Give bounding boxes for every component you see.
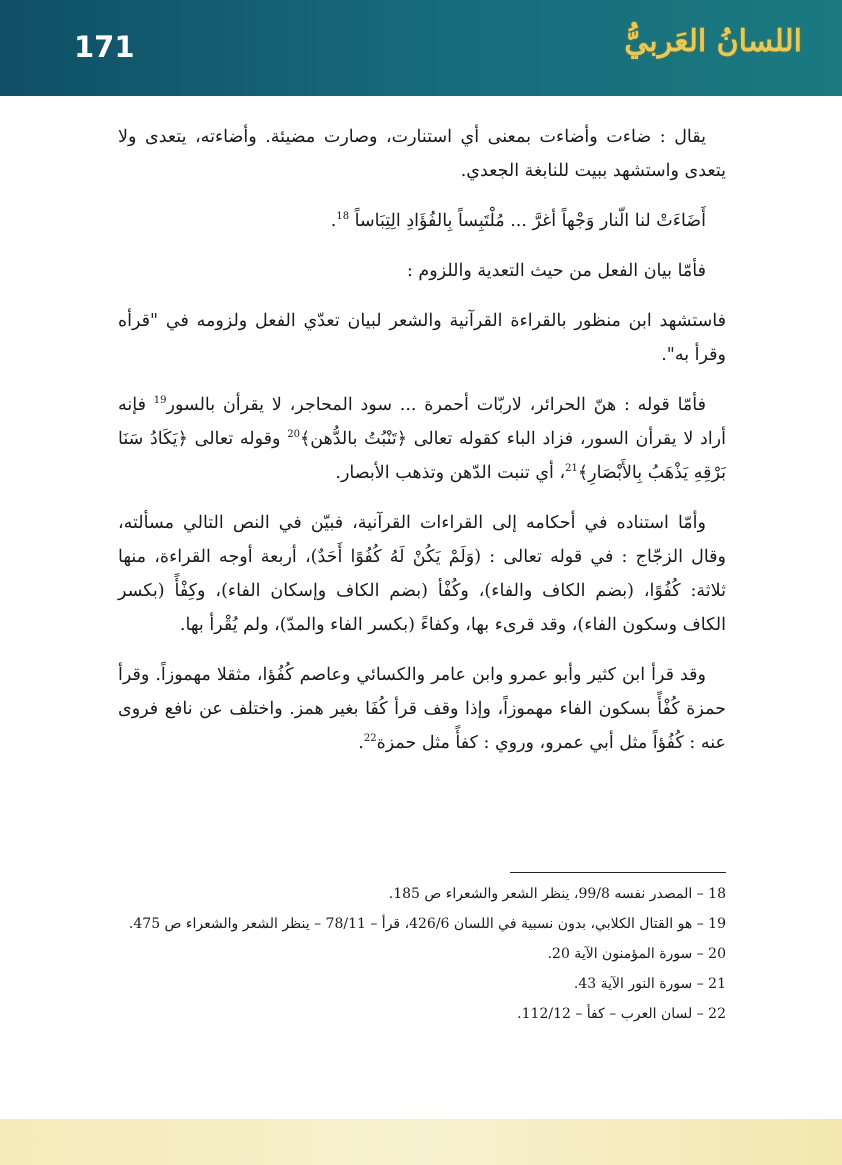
paragraph-7: [118, 658, 726, 760]
verse-text: أَضَاءَتْ لنا الّنار وَجْهاً أغرَّ ... مُلْتَبِساً بِالفُؤَادِ الِتِبَاساً: [354, 211, 706, 231]
paragraph-1: يقال : ضاءت وأضاءت بمعنى أي استنارت، وصارت مضيئة. وأضاءته، يتعدى ولا يتعدى واستشهد ببيت للنابغة الجعدي.: [118, 127, 726, 181]
paragraph-5: [118, 388, 726, 490]
footnote-ref-18: 18: [336, 211, 350, 223]
footnote-ref-20: 20: [287, 429, 300, 441]
journal-logo: اللسانُ العَربيُّ: [624, 24, 802, 59]
paragraph-3: فأمّا بيان الفعل من حيث التعدية واللزوم :: [406, 261, 706, 281]
footnote-20: 20 – سورة المؤمنون الآية 20.: [547, 946, 726, 962]
paragraph-5-part-c: وقوله تعالى ﴿يَكَادُ سَنَا بَرْقِهِ يَذْهَبُ بِالأَبْصَارِ﴾: [118, 429, 726, 483]
paragraph-7-text: وقد قرأ ابن كثير وأبو عمرو وابن عامر والكسائي وعاصم كُفُؤا، مثقلا مهموزاً. وقرأ حمزة كُفْأً بسكون الفاء مهموزاً، وإذا وقف قرأ كُفَا بغير همز. واختلف عن نافع فروى عنه : كُفُؤاً مثل أبي عمرو، وروي : كفأً مثل حمزة: [118, 665, 726, 753]
paragraph-5-part-d: ، أي تنبت الدّهن وتذهب الأبصار.: [335, 463, 566, 483]
footnote-19: 19 – هو القتال الكلابي، بدون نسبية في اللسان 426/6، قرأ – 78/11 – ينظر الشعر والشعراء ص 475.: [128, 916, 726, 932]
footnote-divider: [510, 872, 726, 873]
footnote-21: 21 – سورة النور الآية 43.: [573, 976, 726, 992]
page-number: 171: [74, 30, 135, 64]
footnote-22: 22 – لسان العرب – كفأ – 112/12.: [517, 1006, 726, 1022]
paragraph-7-end: .: [358, 733, 364, 753]
page-footer-band: [0, 1119, 842, 1165]
page-header: [0, 0, 842, 96]
footnote-ref-19: 19: [153, 395, 167, 407]
footnotes: [118, 882, 726, 1032]
paragraph-5-part-b: فإنه أراد لا يقرأن السور، فزاد الباء كقوله تعالى ﴿تَنْبُتُ بالدُّهن﴾: [118, 395, 726, 449]
paragraph-4: فاستشهد ابن منظور بالقراءة القرآنية والشعر لبيان تعدّي الفعل ولزومه في "قرأه وقرأ به".: [118, 311, 726, 365]
footnote-18: 18 – المصدر نفسه 99/8، ينظر الشعر والشعراء ص 185.: [388, 886, 726, 902]
main-text: [118, 120, 726, 776]
paragraph-5-part-a: فأمّا قوله : هنّ الحرائر، لاربّات أحمرة ... سود المحاجر، لا يقرأن بالسور: [166, 395, 707, 415]
paragraph-6: وأمّا استناده في أحكامه إلى القراءات القرآنية، فبيّن في النص التالي مسألته، وقال الزجّاج : في قوله تعالى : (وَلَمْ يَكُنْ لَهُ كُفُوًا أَحَدٌ)، أربعة أوجه القراءة، منها ثلاثة: كُفُوًا، (بضم الكاف والفاء)، وكُفْأ (بضم الكاف وإسكان الفاء)، وكِفْأً (بكسر الكاف وسكون الفاء)، وقد قرىء بها، وكفاءً (بكسر الفاء والمدّ)، ولم يُقْرأ بها.: [118, 513, 726, 635]
footnote-ref-22: 22: [363, 733, 377, 745]
footnote-ref-21: 21: [565, 463, 578, 475]
verse-line: أَضَاءَتْ لنا الّنار وَجْهاً أغرَّ ... مُلْتَبِساً بِالفُؤَادِ الِتِبَاساً $^{18}$.: [330, 211, 706, 231]
